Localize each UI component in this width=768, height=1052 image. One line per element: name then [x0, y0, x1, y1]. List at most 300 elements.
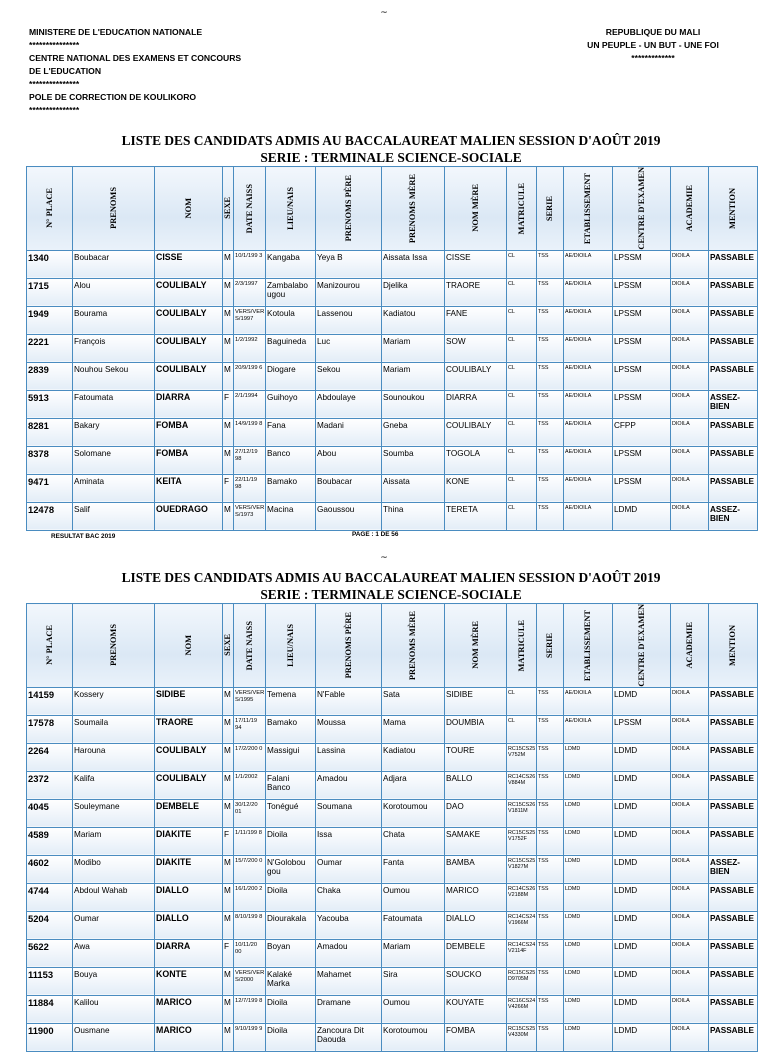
cell-prenoms-pere: Soumana	[316, 799, 382, 827]
cell-place: 5622	[27, 939, 73, 967]
cell-centre-examen: LDMD	[613, 743, 671, 771]
cell-prenoms: Solomane	[73, 446, 155, 474]
cell-mention: PASSABLE	[709, 334, 758, 362]
col-header-nom	[155, 167, 223, 251]
cell-lieu-nais: Tonégué	[266, 799, 316, 827]
col-header-centre-examen	[613, 604, 671, 688]
cell-nom: KONTE	[155, 967, 223, 995]
cell-serie: TSS	[537, 939, 564, 967]
cell-prenoms-pere: N'Fable	[316, 687, 382, 715]
cell-prenoms-mere: Sata	[382, 687, 445, 715]
col-header-etablissement	[564, 604, 613, 688]
cell-serie: TSS	[537, 967, 564, 995]
col-header-label: SERIE	[545, 632, 554, 658]
cell-prenoms-pere: Sekou	[316, 362, 382, 390]
cell-academie: DIOILA	[671, 883, 709, 911]
cell-date-naiss: 1/2/1992	[234, 334, 266, 362]
republic-header	[563, 26, 743, 65]
col-header-mention	[709, 604, 758, 688]
motto: UN PEUPLE - UN BUT - UNE FOI	[587, 40, 719, 50]
cell-mention: PASSABLE	[709, 278, 758, 306]
cell-sexe: M	[223, 250, 234, 278]
cell-prenoms-mere: Kadiatou	[382, 743, 445, 771]
cell-nom-mere: SIDIBE	[445, 687, 507, 715]
cell-prenoms-pere: Amadou	[316, 939, 382, 967]
cell-nom: DIARRA	[155, 939, 223, 967]
list-title: LISTE DES CANDIDATS ADMIS AU BACCALAUREAT MALIEN SESSION D'AOÛT 2019	[121, 133, 661, 148]
cell-sexe: M	[223, 278, 234, 306]
cell-lieu-nais: Fana	[266, 418, 316, 446]
cell-etablissement: LDMD	[564, 1023, 613, 1051]
cell-serie: TSS	[537, 390, 564, 418]
cell-lieu-nais: Dioila	[266, 1023, 316, 1051]
cell-mention: PASSABLE	[709, 474, 758, 502]
cell-nom-mere: SOUCKO	[445, 967, 507, 995]
pole-name: POLE DE CORRECTION DE KOULIKORO	[29, 92, 197, 102]
cell-matricule: CL	[507, 715, 537, 743]
cell-sexe: M	[223, 771, 234, 799]
footer-label: RESULTAT BAC 2019	[51, 533, 116, 540]
cell-prenoms-mere: Djelika	[382, 278, 445, 306]
page-number: PAGE : 1 DE 56	[352, 531, 399, 538]
cell-centre-examen: LDMD	[613, 883, 671, 911]
cell-prenoms-mere: Aissata Issa	[382, 250, 445, 278]
cell-academie: DIOILA	[671, 827, 709, 855]
cell-academie: DIOILA	[671, 939, 709, 967]
col-header-prenoms-mere	[382, 167, 445, 251]
cell-serie: TSS	[537, 995, 564, 1023]
col-header-label: MATRICULE	[516, 619, 526, 672]
cell-matricule: RC14CS26 V2188M	[507, 883, 537, 911]
cell-mention: ASSEZ-BIEN	[709, 390, 758, 418]
cell-matricule: RC15CS25 V4330M	[507, 1023, 537, 1051]
cell-academie: DIOILA	[671, 911, 709, 939]
cell-prenoms-mere: Soumba	[382, 446, 445, 474]
cell-prenoms-pere: Yeya B	[316, 250, 382, 278]
table-row	[27, 883, 758, 911]
cell-prenoms-pere: Lassenou	[316, 306, 382, 334]
cell-centre-examen: LDMD	[613, 1023, 671, 1051]
cell-prenoms-mere: Kadiatou	[382, 306, 445, 334]
candidates-table-2	[26, 603, 758, 1052]
cell-academie: DIOILA	[671, 334, 709, 362]
table-row	[27, 250, 758, 278]
table-row	[27, 334, 758, 362]
cell-prenoms-pere: Luc	[316, 334, 382, 362]
cell-date-naiss: 12/7/199 8	[234, 995, 266, 1023]
cell-prenoms: Boubacar	[73, 250, 155, 278]
cell-prenoms-pere: Issa	[316, 827, 382, 855]
cell-lieu-nais: Boyan	[266, 939, 316, 967]
cell-academie: DIOILA	[671, 278, 709, 306]
col-header-date-naiss	[234, 167, 266, 251]
separator: ***************	[29, 40, 80, 50]
col-header-label: MENTION	[728, 624, 737, 666]
cell-etablissement: LDMD	[564, 883, 613, 911]
cell-date-naiss: 9/10/199 9	[234, 1023, 266, 1051]
cell-centre-examen: LPSSM	[613, 250, 671, 278]
cell-sexe: F	[223, 939, 234, 967]
cell-date-naiss: 2/3/1997	[234, 278, 266, 306]
cell-prenoms-mere: Oumou	[382, 883, 445, 911]
cell-prenoms-mere: Oumou	[382, 995, 445, 1023]
cell-nom-mere: TOGOLA	[445, 446, 507, 474]
cell-prenoms-mere: Sira	[382, 967, 445, 995]
separator: *************	[631, 53, 675, 63]
cell-matricule: CL	[507, 306, 537, 334]
cell-sexe: M	[223, 362, 234, 390]
cell-prenoms-pere: Chaka	[316, 883, 382, 911]
table-row	[27, 390, 758, 418]
cell-etablissement: LDMD	[564, 967, 613, 995]
cell-mention: PASSABLE	[709, 362, 758, 390]
cell-sexe: M	[223, 502, 234, 530]
cell-date-naiss: 20/9/199 6	[234, 362, 266, 390]
cell-prenoms: Bakary	[73, 418, 155, 446]
cell-nom-mere: DEMBELE	[445, 939, 507, 967]
cell-date-naiss: 27/12/19 98	[234, 446, 266, 474]
cell-etablissement: AE/DIOILA	[564, 306, 613, 334]
cell-place: 1715	[27, 278, 73, 306]
col-header-label: SERIE	[545, 195, 554, 221]
cell-mention: PASSABLE	[709, 827, 758, 855]
cell-lieu-nais: Bamako	[266, 715, 316, 743]
table-row	[27, 743, 758, 771]
cell-nom: DIARRA	[155, 390, 223, 418]
cell-nom: MARICO	[155, 1023, 223, 1051]
col-header-place	[27, 167, 73, 251]
cell-matricule: CL	[507, 362, 537, 390]
cell-nom: COULIBALY	[155, 334, 223, 362]
cell-serie: TSS	[537, 715, 564, 743]
table-row	[27, 687, 758, 715]
cell-sexe: M	[223, 855, 234, 883]
col-header-label: PRENOMS MÈRE	[408, 173, 417, 243]
cell-serie: TSS	[537, 474, 564, 502]
cell-etablissement: AE/DIOILA	[564, 362, 613, 390]
cell-prenoms-pere: Manizourou	[316, 278, 382, 306]
cell-lieu-nais: Banco	[266, 446, 316, 474]
cell-date-naiss: 2/1/1994	[234, 390, 266, 418]
cell-centre-examen: LDMD	[613, 771, 671, 799]
cell-academie: DIOILA	[671, 362, 709, 390]
cell-prenoms-mere: Adjara	[382, 771, 445, 799]
cell-prenoms-mere: Thina	[382, 502, 445, 530]
cell-date-naiss: VERS/VER S/2000	[234, 967, 266, 995]
cell-prenoms-pere: Zancoura Dit Daouda	[316, 1023, 382, 1051]
cell-matricule: RC15CS25 V1827M	[507, 855, 537, 883]
col-header-label: MATRICULE	[516, 182, 526, 235]
cell-prenoms-pere: Lassina	[316, 743, 382, 771]
cell-prenoms: Aminata	[73, 474, 155, 502]
cell-prenoms-pere: Abdoulaye	[316, 390, 382, 418]
cell-prenoms-mere: Aissata	[382, 474, 445, 502]
cell-nom: DIALLO	[155, 911, 223, 939]
col-header-label: PRENOMS	[108, 624, 118, 667]
cell-academie: DIOILA	[671, 306, 709, 334]
cell-lieu-nais: Massigui	[266, 743, 316, 771]
cell-nom-mere: COULIBALY	[445, 362, 507, 390]
cell-prenoms-mere: Mama	[382, 715, 445, 743]
col-header-lieu-nais	[266, 167, 316, 251]
cell-serie: TSS	[537, 771, 564, 799]
cell-prenoms-mere: Mariam	[382, 939, 445, 967]
col-header-label: ETABLISSEMENT	[583, 609, 592, 681]
cell-etablissement: AE/DIOILA	[564, 474, 613, 502]
cell-place: 4045	[27, 799, 73, 827]
table-row	[27, 418, 758, 446]
cell-academie: DIOILA	[671, 995, 709, 1023]
cell-centre-examen: LPSSM	[613, 334, 671, 362]
cell-matricule: RC15CS25 V1752F	[507, 827, 537, 855]
cell-date-naiss: 17/2/200 0	[234, 743, 266, 771]
col-header-label: NOM	[183, 198, 193, 219]
cell-place: 11900	[27, 1023, 73, 1051]
cell-sexe: M	[223, 911, 234, 939]
cell-etablissement: AE/DIOILA	[564, 250, 613, 278]
cell-matricule: RC15CS25 V752M	[507, 743, 537, 771]
cell-centre-examen: LDMD	[613, 855, 671, 883]
col-header-date-naiss	[234, 604, 266, 688]
cell-place: 12478	[27, 502, 73, 530]
cell-nom: KEITA	[155, 474, 223, 502]
cell-prenoms-pere: Yacouba	[316, 911, 382, 939]
col-header-label: N° PLACE	[44, 188, 54, 229]
col-header-label: PRENOMS PÈRE	[343, 175, 353, 242]
cell-centre-examen: LPSSM	[613, 390, 671, 418]
col-header-label: SEXE	[223, 197, 232, 220]
cell-mention: PASSABLE	[709, 967, 758, 995]
cell-nom-mere: COULIBALY	[445, 418, 507, 446]
cell-matricule: CL	[507, 687, 537, 715]
cell-mention: PASSABLE	[709, 1023, 758, 1051]
col-header-sexe	[223, 167, 234, 251]
cell-etablissement: AE/DIOILA	[564, 418, 613, 446]
cell-sexe: M	[223, 418, 234, 446]
cell-mention: PASSABLE	[709, 771, 758, 799]
cell-date-naiss: 14/9/199 8	[234, 418, 266, 446]
col-header-prenoms	[73, 604, 155, 688]
cell-date-naiss: VERS/VER S/1973	[234, 502, 266, 530]
cell-prenoms: Souleymane	[73, 799, 155, 827]
cell-prenoms: Kalilou	[73, 995, 155, 1023]
cell-nom: MARICO	[155, 995, 223, 1023]
cell-serie: TSS	[537, 855, 564, 883]
cell-nom-mere: FOMBA	[445, 1023, 507, 1051]
cell-prenoms: Kossery	[73, 687, 155, 715]
cell-academie: DIOILA	[671, 687, 709, 715]
cell-mention: ASSEZ-BIEN	[709, 855, 758, 883]
cell-prenoms-pere: Madani	[316, 418, 382, 446]
cell-date-naiss: 1/11/199 8	[234, 827, 266, 855]
col-header-nom	[155, 604, 223, 688]
cell-matricule: RC14CS26 V884M	[507, 771, 537, 799]
cell-etablissement: LDMD	[564, 771, 613, 799]
cell-matricule: CL	[507, 446, 537, 474]
col-header-serie	[537, 604, 564, 688]
ministry-name: MINISTERE DE L'EDUCATION NATIONALE	[29, 27, 203, 37]
cell-serie: TSS	[537, 799, 564, 827]
cell-prenoms-mere: Fatoumata	[382, 911, 445, 939]
cell-serie: TSS	[537, 446, 564, 474]
cell-prenoms-mere: Mariam	[382, 334, 445, 362]
col-header-academie	[671, 604, 709, 688]
cell-nom: OUEDRAGO	[155, 502, 223, 530]
cell-nom: COULIBALY	[155, 743, 223, 771]
cell-nom-mere: MARICO	[445, 883, 507, 911]
separator: ***************	[29, 79, 80, 89]
cell-academie: DIOILA	[671, 446, 709, 474]
cell-centre-examen: LPSSM	[613, 474, 671, 502]
col-header-label: NOM MÈRE	[470, 621, 480, 670]
cell-mention: PASSABLE	[709, 418, 758, 446]
cell-nom-mere: SOW	[445, 334, 507, 362]
cell-nom-mere: FANE	[445, 306, 507, 334]
cell-nom: COULIBALY	[155, 278, 223, 306]
centre-name: CENTRE NATIONAL DES EXAMENS ET CONCOURS	[29, 53, 242, 63]
col-header-nom-mere	[445, 604, 507, 688]
cell-academie: DIOILA	[671, 799, 709, 827]
cell-date-naiss: VERS/VER S/1995	[234, 687, 266, 715]
col-header-mention	[709, 167, 758, 251]
candidates-table-1	[26, 166, 758, 531]
table-row	[27, 827, 758, 855]
cell-sexe: M	[223, 306, 234, 334]
cell-date-naiss: 16/1/200 2	[234, 883, 266, 911]
cell-nom-mere: BAMBA	[445, 855, 507, 883]
col-header-label: MENTION	[728, 187, 737, 229]
cell-matricule: RC15CS26 V1811M	[507, 799, 537, 827]
republic-name: REPUBLIQUE DU MALI	[605, 27, 701, 37]
cell-centre-examen: LDMD	[613, 502, 671, 530]
cell-nom-mere: KOUYATE	[445, 995, 507, 1023]
cell-nom-mere: DOUMBIA	[445, 715, 507, 743]
cell-centre-examen: LDMD	[613, 799, 671, 827]
cell-matricule: CL	[507, 250, 537, 278]
cell-place: 9471	[27, 474, 73, 502]
cell-mention: PASSABLE	[709, 743, 758, 771]
table-row	[27, 474, 758, 502]
cell-place: 17578	[27, 715, 73, 743]
cell-date-naiss: 22/11/19 98	[234, 474, 266, 502]
cell-academie: DIOILA	[671, 855, 709, 883]
cell-academie: DIOILA	[671, 715, 709, 743]
cell-prenoms-mere: Chata	[382, 827, 445, 855]
cell-prenoms: Mariam	[73, 827, 155, 855]
cell-place: 4602	[27, 855, 73, 883]
col-header-matricule	[507, 167, 537, 251]
cell-etablissement: AE/DIOILA	[564, 502, 613, 530]
cell-lieu-nais: Kalaké Marka	[266, 967, 316, 995]
cell-sexe: M	[223, 995, 234, 1023]
cell-place: 4589	[27, 827, 73, 855]
cell-matricule: CL	[507, 502, 537, 530]
cell-prenoms: Fatoumata	[73, 390, 155, 418]
cell-place: 5204	[27, 911, 73, 939]
cell-prenoms: Kalifa	[73, 771, 155, 799]
col-header-centre-examen	[613, 167, 671, 251]
cell-sexe: M	[223, 334, 234, 362]
cell-nom: COULIBALY	[155, 362, 223, 390]
cell-sexe: M	[223, 446, 234, 474]
col-header-label: ETABLISSEMENT	[583, 172, 592, 244]
cell-lieu-nais: Kotoula	[266, 306, 316, 334]
cell-etablissement: AE/DIOILA	[564, 446, 613, 474]
cell-place: 5913	[27, 390, 73, 418]
table-row	[27, 446, 758, 474]
cell-prenoms: Nouhou Sekou	[73, 362, 155, 390]
col-header-label: NOM MÈRE	[470, 184, 480, 233]
cell-sexe: M	[223, 743, 234, 771]
centre-name-cont: DE L'EDUCATION	[29, 66, 102, 76]
ornament-mid: ~	[380, 553, 388, 563]
cell-prenoms-pere: Moussa	[316, 715, 382, 743]
cell-place: 2839	[27, 362, 73, 390]
cell-nom: FOMBA	[155, 446, 223, 474]
cell-prenoms: Bourama	[73, 306, 155, 334]
cell-prenoms: Ousmane	[73, 1023, 155, 1051]
cell-place: 1949	[27, 306, 73, 334]
cell-prenoms: Modibo	[73, 855, 155, 883]
cell-academie: DIOILA	[671, 474, 709, 502]
cell-lieu-nais: Diogare	[266, 362, 316, 390]
cell-nom-mere: KONE	[445, 474, 507, 502]
cell-prenoms: Awa	[73, 939, 155, 967]
cell-lieu-nais: Diourakala	[266, 911, 316, 939]
cell-prenoms-mere: Sounoukou	[382, 390, 445, 418]
cell-prenoms-pere: Mahamet	[316, 967, 382, 995]
table-row	[27, 939, 758, 967]
cell-lieu-nais: Guihoyo	[266, 390, 316, 418]
col-header-label: PRENOMS PÈRE	[343, 612, 353, 679]
cell-serie: TSS	[537, 911, 564, 939]
cell-nom: DIAKITE	[155, 827, 223, 855]
cell-nom: DIALLO	[155, 883, 223, 911]
col-header-serie	[537, 167, 564, 251]
cell-place: 11884	[27, 995, 73, 1023]
cell-centre-examen: LPSSM	[613, 715, 671, 743]
cell-matricule: CL	[507, 334, 537, 362]
cell-etablissement: LDMD	[564, 799, 613, 827]
cell-lieu-nais: Falani Banco	[266, 771, 316, 799]
cell-place: 8281	[27, 418, 73, 446]
cell-serie: TSS	[537, 883, 564, 911]
header-row	[27, 167, 758, 251]
cell-nom-mere: BALLO	[445, 771, 507, 799]
col-header-prenoms-mere	[382, 604, 445, 688]
col-header-label: N° PLACE	[44, 625, 54, 666]
col-header-label: CENTRE D'EXAMEN	[636, 167, 646, 250]
cell-matricule: CL	[507, 418, 537, 446]
cell-place: 14159	[27, 687, 73, 715]
cell-date-naiss: 10/11/20 00	[234, 939, 266, 967]
table-row	[27, 799, 758, 827]
cell-matricule: CL	[507, 474, 537, 502]
cell-prenoms-mere: Korotoumou	[382, 1023, 445, 1051]
cell-etablissement: LDMD	[564, 855, 613, 883]
cell-sexe: M	[223, 1023, 234, 1051]
cell-matricule: RC15CS25 D9705M	[507, 967, 537, 995]
col-header-label: CENTRE D'EXAMEN	[636, 604, 646, 687]
cell-serie: TSS	[537, 687, 564, 715]
cell-nom: FOMBA	[155, 418, 223, 446]
cell-lieu-nais: Dioila	[266, 995, 316, 1023]
cell-mention: PASSABLE	[709, 939, 758, 967]
table-row	[27, 715, 758, 743]
cell-mention: PASSABLE	[709, 995, 758, 1023]
cell-nom: COULIBALY	[155, 771, 223, 799]
cell-sexe: M	[223, 715, 234, 743]
